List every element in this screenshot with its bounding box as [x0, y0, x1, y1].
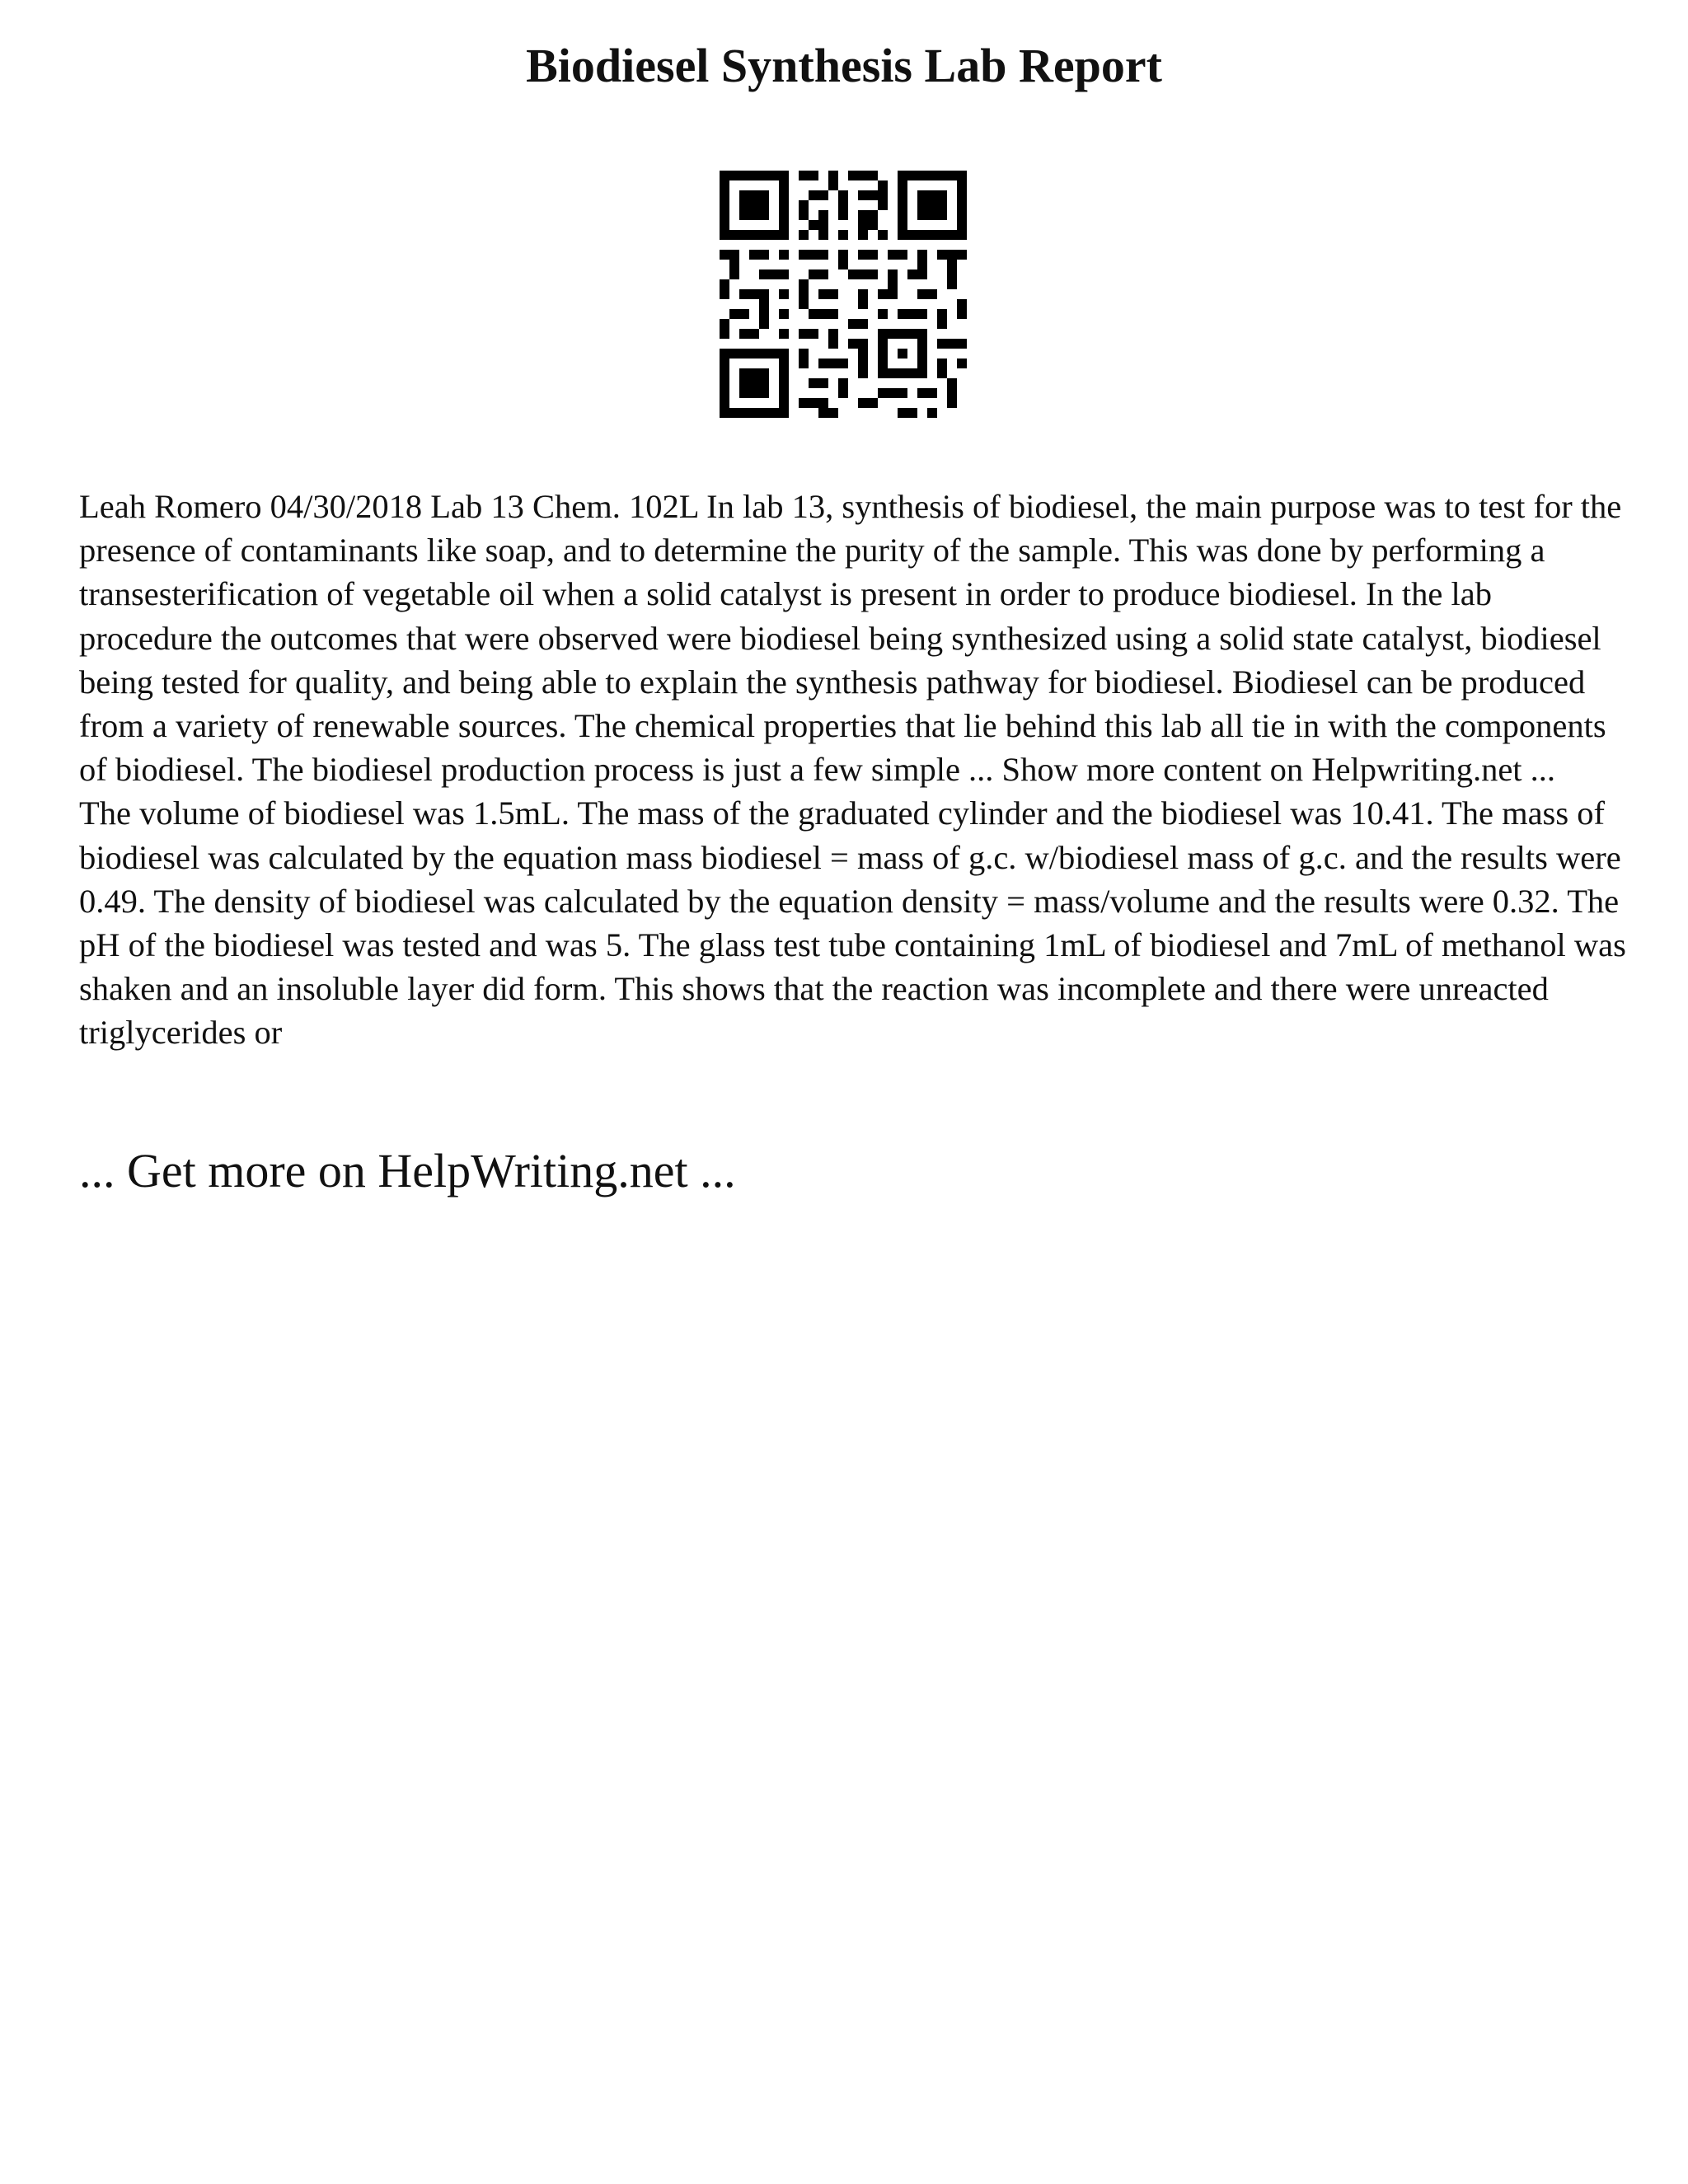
body-paragraph: The volume of biodiesel was 1.5mL. The mass of the graduated cylinder and the biodiesel was 10.41. The mass of biodiesel was calculated by the equation mass biodiesel = mass of g.c. w/biodiesel mass of g.c. and the results were 0.49. The density of biodiesel was calculated by the equation density = mass/volume and the results were 0.32. The pH of the biodiesel was tested and was 5. The glass test tube containing 1mL of biodiesel and 7mL of methanol was shaken and an insoluble layer did form. This shows that the reaction was incomplete and there were unreacted triglycerides or [79, 794, 1626, 1052]
document-title: Biodiesel Synthesis Lab Report [526, 39, 1162, 92]
body-paragraph: Leah Romero 04/30/2018 Lab 13 Chem. 102L In lab 13, synthesis of biodiesel, the main purpose was to test for the presence of contaminants like soap, and to determine the purity of the sample. This was done by performing a transesterification of vegetable oil when a solid catalyst is present in order to produce biodiesel. In the lab procedure the outcomes that were observed were biodiesel being synthesized using a solid state catalyst, biodiesel being tested for quality, and being able to explain the synthesis pathway for biodiesel. Biodiesel can be produced from a variety of renewable sources. The chemical properties that lie behind this lab all tie in with the components of biodiesel. The biodiesel production process is just a few simple ... Show more content on Helpwriting.net ... [79, 488, 1622, 789]
get-more-link[interactable]: ... Get more on HelpWriting.net ... [79, 1144, 736, 1197]
document-body [79, 485, 1629, 1055]
qr-code-icon [720, 171, 967, 418]
